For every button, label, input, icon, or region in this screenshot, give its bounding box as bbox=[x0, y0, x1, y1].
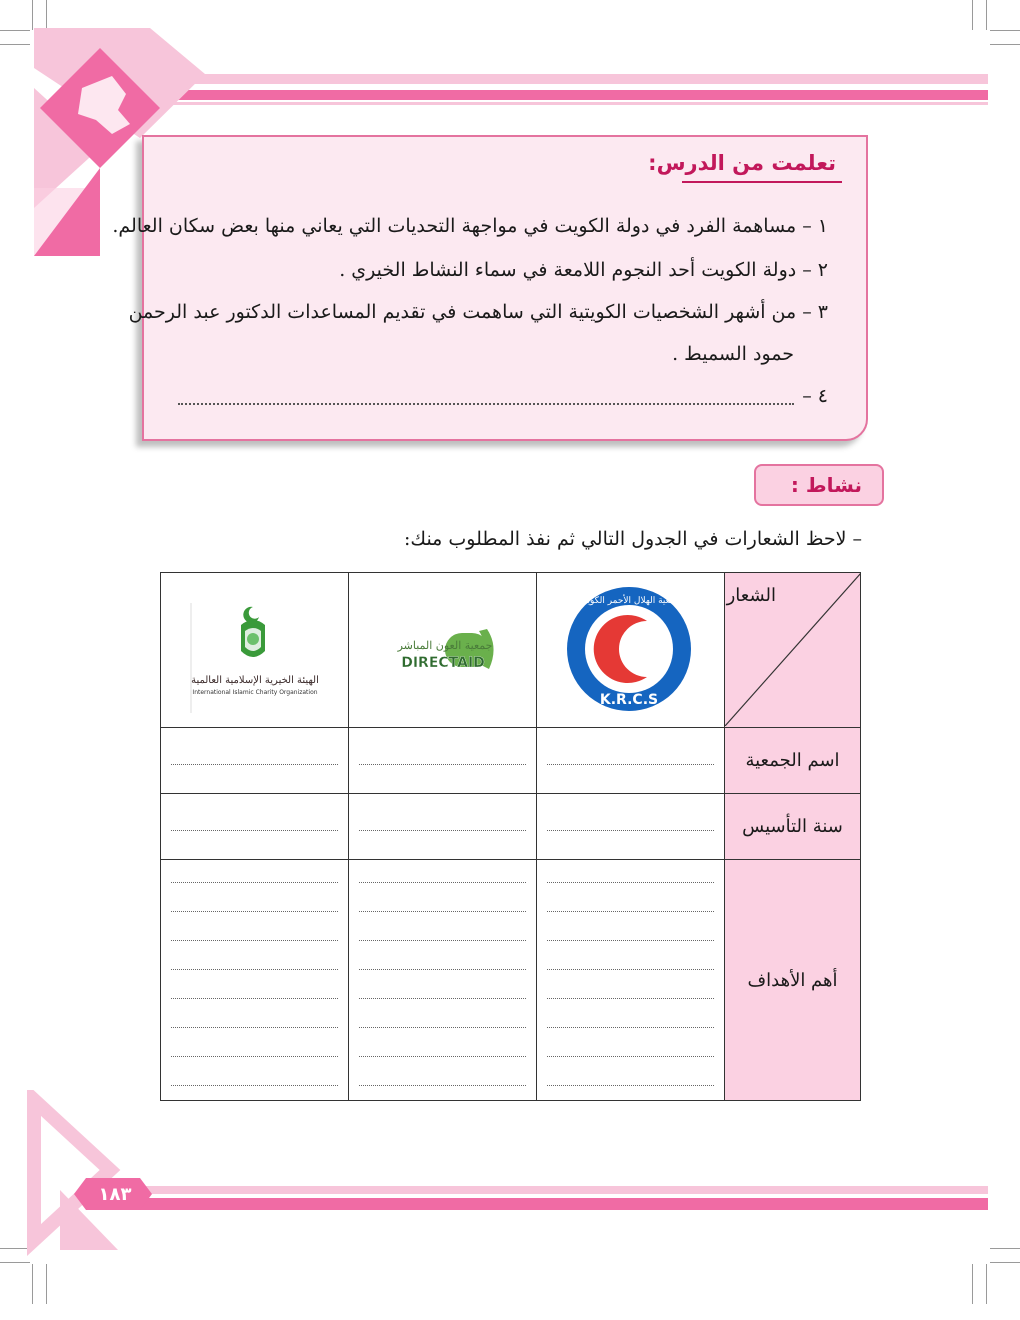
learned-point-3: ٣ – من أشهر الشخصيات الكويتية التي ساهمت في تقديم المساعدات الدكتور عبد الرحمن bbox=[128, 301, 828, 323]
activity-label-box bbox=[754, 464, 884, 506]
answer-line[interactable] bbox=[171, 1027, 338, 1028]
answer-line[interactable] bbox=[359, 1085, 526, 1086]
table-row-logos bbox=[161, 573, 861, 728]
answer-cell[interactable] bbox=[161, 794, 349, 860]
crop-mark bbox=[972, 0, 973, 30]
crop-mark bbox=[986, 1264, 987, 1304]
answer-cell[interactable] bbox=[537, 794, 725, 860]
answer-line[interactable] bbox=[359, 969, 526, 970]
row-header-goals: أهم الأهداف bbox=[725, 860, 861, 1101]
answer-line[interactable] bbox=[547, 1027, 714, 1028]
answer-line[interactable] bbox=[171, 1056, 338, 1057]
answer-line[interactable] bbox=[171, 911, 338, 912]
answer-line[interactable] bbox=[547, 1085, 714, 1086]
crop-mark bbox=[0, 1262, 30, 1263]
page-number: ١٨٣ bbox=[98, 1184, 132, 1205]
learned-point-3-cont: حمود السميط . bbox=[672, 343, 794, 365]
answer-line[interactable] bbox=[547, 940, 714, 941]
direct-aid-english: DIRECTAID bbox=[401, 655, 485, 671]
iico-logo bbox=[161, 573, 347, 723]
answer-cell[interactable] bbox=[349, 728, 537, 794]
krcs-arabic: جمعية الهلال الأحمر الكويتي bbox=[577, 596, 681, 606]
answer-line[interactable] bbox=[547, 969, 714, 970]
answer-line[interactable] bbox=[178, 403, 794, 405]
crop-mark bbox=[32, 0, 33, 30]
crop-mark bbox=[972, 1264, 973, 1304]
answer-line[interactable] bbox=[171, 969, 338, 970]
direct-aid-arabic: جمعية العون المباشر bbox=[397, 639, 493, 652]
answer-line[interactable] bbox=[171, 882, 338, 883]
answer-cell[interactable] bbox=[161, 728, 349, 794]
answer-line[interactable] bbox=[171, 998, 338, 999]
answer-line[interactable] bbox=[547, 1056, 714, 1057]
answer-line[interactable] bbox=[171, 940, 338, 941]
row-header-logo bbox=[725, 573, 861, 728]
answer-cell[interactable] bbox=[349, 794, 537, 860]
answer-cell[interactable] bbox=[161, 860, 349, 1101]
table-row-year bbox=[161, 794, 861, 860]
answer-line[interactable] bbox=[547, 998, 714, 999]
answer-line[interactable] bbox=[171, 1085, 338, 1086]
iico-arabic: الهيئة الخيرية الإسلامية العالمية bbox=[191, 675, 319, 686]
answer-cell[interactable] bbox=[537, 728, 725, 794]
answer-cell[interactable] bbox=[537, 860, 725, 1101]
learned-point-2: ٢ – دولة الكويت أحد النجوم اللامعة في سماء النشاط الخيري . bbox=[339, 259, 828, 281]
logos-table bbox=[160, 572, 861, 1101]
answer-line[interactable] bbox=[359, 1056, 526, 1057]
title-underline bbox=[682, 181, 842, 183]
table-row-name bbox=[161, 728, 861, 794]
crop-mark bbox=[986, 0, 987, 30]
answer-line[interactable] bbox=[547, 911, 714, 912]
direct-aid-logo bbox=[349, 573, 535, 723]
crop-mark bbox=[46, 1264, 47, 1304]
answer-line[interactable] bbox=[359, 1027, 526, 1028]
footer-decoration bbox=[0, 1090, 1000, 1260]
answer-line[interactable] bbox=[547, 882, 714, 883]
answer-cell[interactable] bbox=[349, 860, 537, 1101]
iico-english: International Islamic Charity Organization bbox=[192, 689, 318, 696]
logo-cell-krcs bbox=[537, 573, 725, 728]
learned-title: تعلمت من الدرس: bbox=[648, 151, 836, 175]
activity-label: نشاط : bbox=[790, 473, 862, 497]
answer-line[interactable] bbox=[359, 911, 526, 912]
table-row-goals bbox=[161, 860, 861, 1101]
learned-point-1: ١ – مساهمة الفرد في دولة الكويت في مواجهة التحديات التي يعاني منها بعض سكان العالم. bbox=[112, 215, 828, 237]
row-header-year: سنة التأسيس bbox=[725, 794, 861, 860]
logo-cell-iico bbox=[161, 573, 349, 728]
row-header-name: اسم الجمعية bbox=[725, 728, 861, 794]
activity-instruction: – لاحظ الشعارات في الجدول التالي ثم نفذ المطلوب منك: bbox=[404, 528, 862, 550]
learned-point-4: ٤ – bbox=[802, 385, 828, 407]
logo-cell-direct-aid bbox=[349, 573, 537, 728]
learned-box bbox=[112, 135, 868, 441]
answer-line[interactable] bbox=[359, 998, 526, 999]
crop-mark bbox=[32, 1264, 33, 1304]
crop-mark bbox=[46, 0, 47, 30]
answer-line[interactable] bbox=[359, 882, 526, 883]
answer-line[interactable] bbox=[359, 940, 526, 941]
header-logo-text: الشعار bbox=[726, 585, 776, 606]
krcs-english: K.R.C.S bbox=[599, 692, 659, 708]
crop-mark bbox=[990, 1262, 1020, 1263]
krcs-logo bbox=[537, 573, 723, 723]
